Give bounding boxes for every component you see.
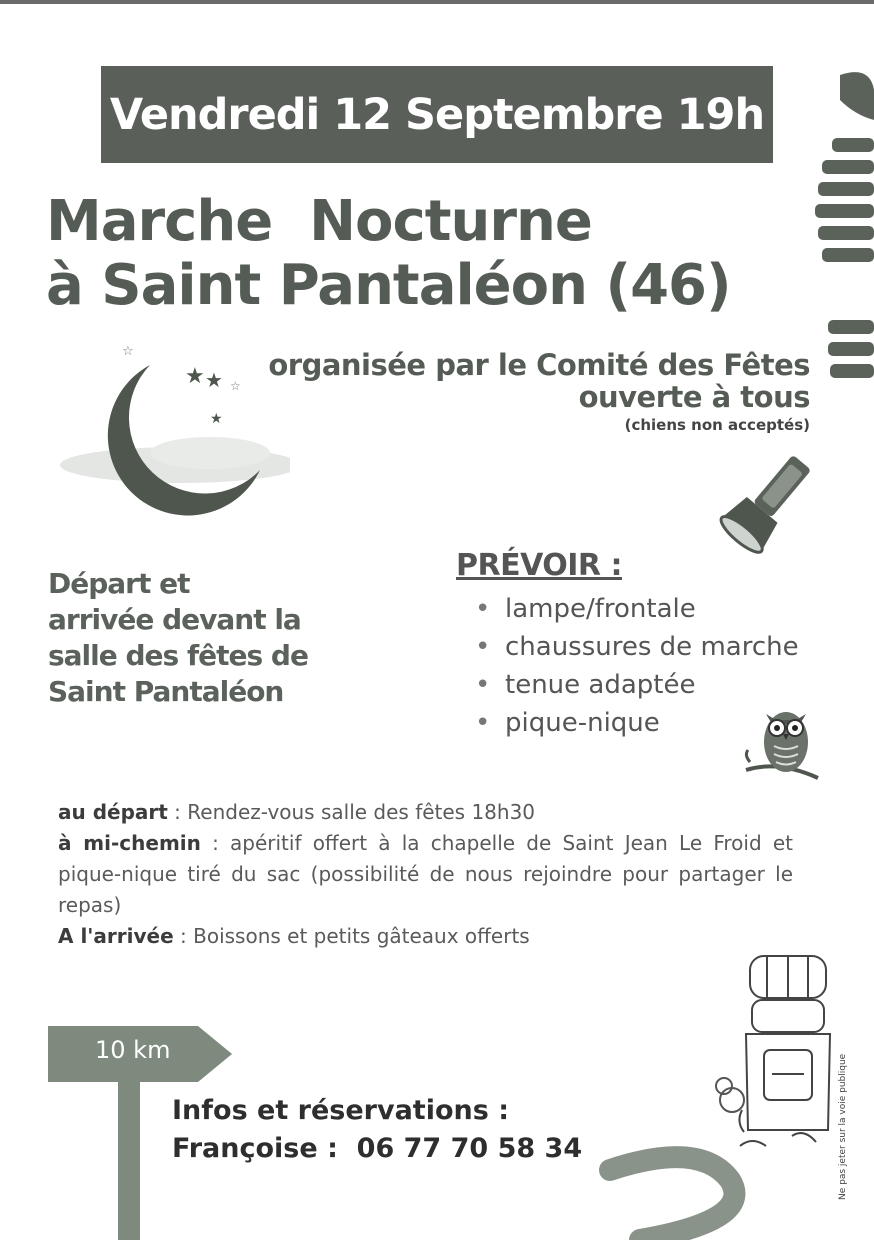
departure-line-2: arrivée devant la [48,603,301,636]
organiser-line: organisée par le Comité des Fêtes [268,348,810,382]
departure-line-1: Départ et [48,567,190,600]
footprint-icon [800,60,874,460]
program-details [58,797,793,952]
title-line-2: à Saint Pantaléon (46) [46,253,731,318]
backpack-icon [712,950,832,1155]
detail-depart-text: : Rendez-vous salle des fêtes 18h30 [167,800,536,824]
detail-michemin [58,828,793,921]
detail-michemin-label: à mi-chemin [58,831,201,855]
star-icon: ☆ [230,379,241,393]
detail-arrivee [58,921,793,952]
star-icon: ☆ [122,344,134,359]
contact-phone: Françoise : 06 77 70 58 34 [172,1133,583,1164]
event-title [46,190,826,318]
date-text: Vendredi 12 Septembre 19h [109,89,765,140]
departure-line-3: salle des fêtes de [48,639,308,672]
owl-icon [738,700,823,785]
open-to-all: ouverte à tous [578,380,810,414]
title-line-1: Marche Nocturne [46,189,592,254]
star-icon: ★ [185,364,205,389]
flashlight-icon [718,448,818,558]
dogs-note: (chiens non acceptés) [624,416,810,434]
detail-michemin-text: : apéritif offert à la chapelle de Saint Jean Le Froid et pique-nique tiré du sac (possibilité de nous rejoindre pour partager le repas) [58,831,793,917]
infos-heading: Infos et réservations : [172,1095,509,1126]
list-item: • chaussures de marche [475,628,799,666]
distance-label: 10 km [95,1036,171,1064]
departure-line-4: Saint Pantaléon [48,675,284,708]
path-icon [580,1140,810,1240]
list-item: • tenue adaptée [475,666,799,704]
list-item: • pique-nique [475,704,799,742]
footer-note: Ne pas jeter sur la voie publique [838,1053,848,1200]
prevoir-heading: PRÉVOIR : [456,548,622,583]
detail-depart [58,797,793,828]
contact-info [172,1092,582,1168]
detail-depart-label: au départ [58,800,168,824]
scan-border [0,0,874,4]
list-item: • lampe/frontale [475,590,799,628]
date-banner [101,66,773,163]
star-icon: ★ [205,368,223,392]
departure-info [48,566,378,710]
detail-arrivee-label: A l'arrivée [58,924,174,948]
detail-arrivee-text: : Boissons et petits gâteaux offerts [173,924,530,948]
star-icon: ★ [210,411,223,427]
